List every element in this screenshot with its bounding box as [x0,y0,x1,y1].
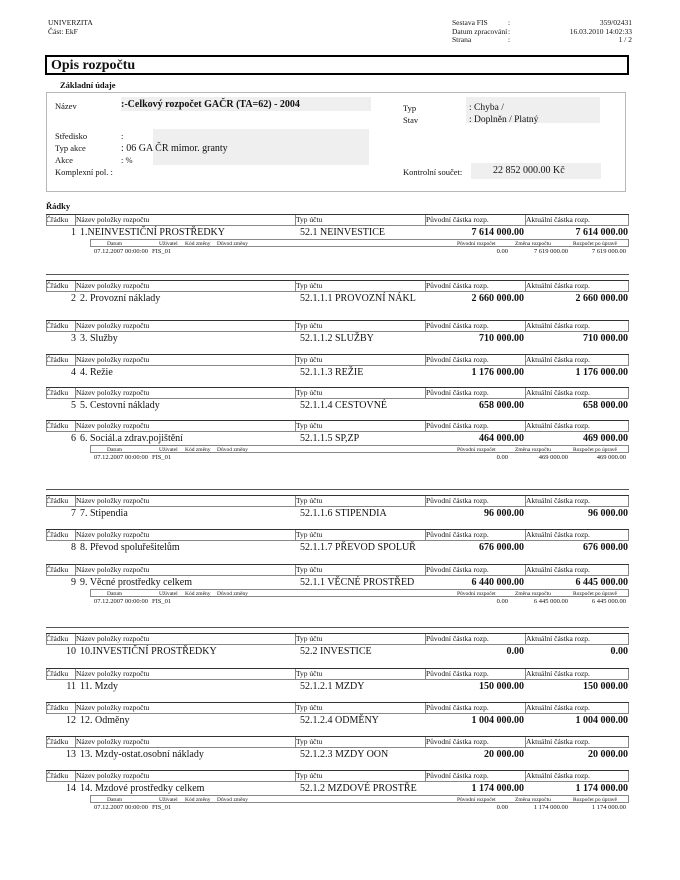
row-values [46,714,629,727]
row-column-header [46,387,629,399]
state-value: : Doplněn / Platný [469,115,539,125]
change-date: 07.12.2007 00:00:00 [94,248,148,255]
original-amount: 2 660 000.00 [471,293,524,304]
account-type: 52.1.1.3 REŽIE [300,367,364,378]
budget-row [46,354,629,379]
original-amount: 464 000.00 [479,433,524,444]
col-header-current-amount: Aktuální částka rozp. [526,530,590,539]
sub-header-budget-after: Rozpočet po úpravě [573,591,617,597]
row-column-header [46,770,629,782]
col-header-account-type: Typ účtu [296,669,323,678]
sub-header-date: Datum [107,447,122,453]
change-budget-after: 1 174 000.00 [591,804,626,811]
current-amount: 7 614 000.00 [575,227,628,238]
current-amount: 96 000.00 [588,508,628,519]
change-history [90,589,629,607]
col-header-original-amount: Původní částka rozp. [426,530,489,539]
change-history [90,795,629,813]
meta-key: Strana [452,35,472,44]
row-column-header [46,320,629,332]
col-header-item-name: Název položky rozpočtu [76,388,150,397]
basic-info-panel [46,92,626,192]
col-header-row-no: Čřádku [46,281,69,290]
col-header-item-name: Název položky rozpočtu [76,421,150,430]
row-values [46,432,629,445]
col-header-row-no: Čřádku [46,530,69,539]
col-header-current-amount: Aktuální částka rozp. [526,321,590,330]
row-values [46,366,629,379]
checksum-value: 22 852 000.00 Kč [493,165,565,176]
row-number: 2 [71,293,76,304]
col-header-original-amount: Původní částka rozp. [426,321,489,330]
current-amount: 676 000.00 [583,542,628,553]
budget-row [46,387,629,412]
item-name: 13. Mzdy-ostat.osobní náklady [80,749,204,760]
sub-header-budget-change: Změna rozpočtu [515,591,551,597]
org-part: Část: EkF [48,26,78,36]
item-name: 14. Mzdové prostředky celkem [80,783,205,794]
change-history-header [90,445,629,453]
budget-row [46,529,629,554]
col-header-current-amount: Aktuální částka rozp. [526,771,590,780]
change-history-header [90,239,629,247]
sub-header-change-code: Kód změny [185,241,211,247]
sub-header-date: Datum [107,591,122,597]
account-type: 52.1.1.7 PŘEVOD SPOLUŘ [300,542,416,553]
col-header-item-name: Název položky rozpočtu [76,281,150,290]
row-column-header [46,736,629,748]
sub-header-budget-after: Rozpočet po úpravě [573,447,617,453]
col-header-item-name: Název položky rozpočtu [76,321,150,330]
change-history-row [90,453,629,463]
original-amount: 676 000.00 [479,542,524,553]
col-header-account-type: Typ účtu [296,281,323,290]
change-date: 07.12.2007 00:00:00 [94,454,148,461]
original-amount: 0.00 [506,646,524,657]
row-values [46,292,629,305]
row-number: 7 [71,508,76,519]
row-column-header [46,702,629,714]
col-header-account-type: Typ účtu [296,634,323,643]
budget-row [46,770,629,813]
row-number: 3 [71,333,76,344]
col-header-current-amount: Aktuální částka rozp. [526,669,590,678]
col-header-item-name: Název položky rozpočtu [76,703,150,712]
row-values [46,399,629,412]
col-header-original-amount: Původní částka rozp. [426,388,489,397]
row-values [46,576,629,589]
report-title: Opis rozpočtu [51,58,136,73]
meta-key: Sestava FIS [452,18,488,27]
budget-name: :-Celkový rozpočet GAČR (TA=62) - 2004 [121,99,300,110]
col-header-original-amount: Původní částka rozp. [426,496,489,505]
change-date: 07.12.2007 00:00:00 [94,804,148,811]
original-amount: 1 004 000.00 [471,715,524,726]
col-header-current-amount: Aktuální částka rozp. [526,388,590,397]
change-history-row [90,247,629,257]
sub-header-original-budget: Původní rozpočet [457,797,496,803]
current-amount: 1 004 000.00 [575,715,628,726]
budget-row [46,564,629,607]
meta-value: 359/02431 [599,18,632,27]
change-date: 07.12.2007 00:00:00 [94,598,148,605]
col-header-account-type: Typ účtu [296,496,323,505]
current-amount: 2 660 000.00 [575,293,628,304]
budget-row [46,668,629,693]
change-budget-after: 7 619 000.00 [591,248,626,255]
current-amount: 710 000.00 [583,333,628,344]
account-type: 52.1.1.6 STIPENDIA [300,508,387,519]
sub-header-reason: Důvod změny [217,591,249,597]
change-history [90,239,629,257]
col-header-row-no: Čřádku [46,634,69,643]
row-values [46,541,629,554]
row-values [46,782,629,795]
change-amount: 469 000.00 [538,454,568,461]
col-header-account-type: Typ účtu [296,771,323,780]
sub-header-original-budget: Původní rozpočet [457,447,496,453]
col-header-row-no: Čřádku [46,565,69,574]
col-header-account-type: Typ účtu [296,355,323,364]
row-values [46,507,629,520]
meta-report-id: Sestava FIS : 359/02431 [452,18,632,27]
col-header-original-amount: Původní částka rozp. [426,634,489,643]
col-header-item-name: Název položky rozpočtu [76,771,150,780]
sub-header-budget-change: Změna rozpočtu [515,797,551,803]
current-amount: 469 000.00 [583,433,628,444]
change-user: FIS_01 [152,248,172,255]
sub-header-reason: Důvod změny [217,241,249,247]
col-header-item-name: Název položky rozpočtu [76,355,150,364]
col-header-current-amount: Aktuální částka rozp. [526,634,590,643]
center-value: : [121,131,124,141]
account-type: 52.2 INVESTICE [300,646,372,657]
col-header-row-no: Čřádku [46,388,69,397]
row-column-header [46,354,629,366]
change-original-budget: 0.00 [496,598,508,605]
col-header-account-type: Typ účtu [296,215,323,224]
row-number: 6 [71,433,76,444]
col-header-row-no: Čřádku [46,496,69,505]
row-number: 11 [66,681,76,692]
meta-value: 1 / 2 [618,35,632,44]
item-name: 8. Převod spoluřešitelům [80,542,180,553]
row-values [46,748,629,761]
item-name: 11. Mzdy [80,681,118,692]
item-name: 10.INVESTIČNÍ PROSTŘEDKY [80,646,217,657]
report-title-box [45,55,629,75]
current-amount: 150 000.00 [583,681,628,692]
checksum-label: Kontrolní součet: [403,167,463,177]
budget-row [46,420,629,463]
col-header-row-no: Čřádku [46,355,69,364]
col-header-item-name: Název položky rozpočtu [76,565,150,574]
col-header-row-no: Čřádku [46,215,69,224]
action-label: Akce [55,155,73,165]
change-user: FIS_01 [152,454,172,461]
account-type: 52.1.1.5 SP,ZP [300,433,360,444]
sub-header-budget-after: Rozpočet po úpravě [573,797,617,803]
action-value: : % [121,155,133,165]
item-name: 9. Věcné prostředky celkem [80,577,192,588]
current-amount: 1 174 000.00 [575,783,628,794]
current-amount: 6 445 000.00 [575,577,628,588]
col-header-row-no: Čřádku [46,737,69,746]
item-name: 3. Služby [80,333,118,344]
current-amount: 0.00 [610,646,628,657]
change-amount: 1 174 000.00 [533,804,568,811]
sub-header-original-budget: Původní rozpočet [457,241,496,247]
row-divider [46,274,629,275]
row-column-header [46,280,629,292]
row-column-header [46,420,629,432]
account-type: 52.1.1.4 CESTOVNÉ [300,400,388,411]
col-header-account-type: Typ účtu [296,321,323,330]
col-header-original-amount: Původní částka rozp. [426,737,489,746]
budget-row [46,495,629,520]
col-header-original-amount: Původní částka rozp. [426,669,489,678]
original-amount: 150 000.00 [479,681,524,692]
change-user: FIS_01 [152,804,172,811]
budget-row [46,702,629,727]
change-budget-after: 469 000.00 [596,454,626,461]
row-number: 14 [66,783,76,794]
col-header-current-amount: Aktuální částka rozp. [526,496,590,505]
type-label: Typ [403,103,417,113]
col-header-account-type: Typ účtu [296,530,323,539]
col-header-row-no: Čřádku [46,321,69,330]
row-values [46,332,629,345]
row-values [46,680,629,693]
sub-header-date: Datum [107,797,122,803]
original-amount: 1 176 000.00 [471,367,524,378]
col-header-original-amount: Původní částka rozp. [426,355,489,364]
col-header-item-name: Název položky rozpočtu [76,737,150,746]
change-amount: 6 445 000.00 [533,598,568,605]
item-name: 12. Odměny [80,715,130,726]
budget-row [46,633,629,658]
change-history-row [90,803,629,813]
account-type: 52.1.2.3 MZDY OON [300,749,389,760]
original-amount: 7 614 000.00 [471,227,524,238]
sub-header-date: Datum [107,241,122,247]
col-header-item-name: Název položky rozpočtu [76,634,150,643]
change-amount: 7 619 000.00 [533,248,568,255]
account-type: 52.1 NEINVESTICE [300,227,385,238]
col-header-current-amount: Aktuální částka rozp. [526,565,590,574]
change-original-budget: 0.00 [496,454,508,461]
change-history [90,445,629,463]
account-type: 52.1.1 VĚCNÉ PROSTŘED [300,577,415,588]
original-amount: 6 440 000.00 [471,577,524,588]
sub-header-user: Uživatel [159,591,178,597]
item-name: 5. Cestovní náklady [80,400,160,411]
row-number: 5 [71,400,76,411]
sub-header-change-code: Kód změny [185,447,211,453]
center-label: Středisko [55,131,88,141]
row-column-header [46,214,629,226]
row-values [46,645,629,658]
col-header-original-amount: Původní částka rozp. [426,565,489,574]
col-header-current-amount: Aktuální částka rozp. [526,281,590,290]
col-header-row-no: Čřádku [46,703,69,712]
account-type: 52.1.2 MZDOVÉ PROSTŘE [300,783,417,794]
row-number: 4 [71,367,76,378]
col-header-original-amount: Původní částka rozp. [426,703,489,712]
row-values [46,226,629,239]
row-number: 8 [71,542,76,553]
name-label: Název [55,101,77,111]
change-original-budget: 0.00 [496,804,508,811]
sub-header-change-code: Kód změny [185,591,211,597]
col-header-current-amount: Aktuální částka rozp. [526,737,590,746]
sub-header-budget-change: Změna rozpočtu [515,447,551,453]
meta-key: Datum zpracování [452,26,508,36]
change-history-header [90,589,629,597]
row-number: 9 [71,577,76,588]
row-number: 12 [66,715,76,726]
state-label: Stav [403,115,419,125]
sub-header-original-budget: Původní rozpočet [457,591,496,597]
item-name: 1.NEINVESTIČNÍ PROSTŘEDKY [80,227,225,238]
account-type: 52.1.1.2 SLUŽBY [300,333,374,344]
budget-row [46,214,629,257]
sub-header-user: Uživatel [159,241,178,247]
current-amount: 20 000.00 [588,749,628,760]
col-header-row-no: Čřádku [46,669,69,678]
sub-header-change-code: Kód změny [185,797,211,803]
row-number: 1 [71,227,76,238]
meta-page: Strana : 1 / 2 [452,35,632,44]
col-header-item-name: Název položky rozpočtu [76,669,150,678]
col-header-original-amount: Původní částka rozp. [426,215,489,224]
row-column-header [46,633,629,645]
basic-section-label: Základní údaje [60,80,116,90]
col-header-original-amount: Původní částka rozp. [426,771,489,780]
row-divider [46,489,629,490]
col-header-row-no: Čřádku [46,771,69,780]
org-name: UNIVERZITA [48,18,93,27]
account-type: 52.1.1.1 PROVOZNÍ NÁKL [300,293,416,304]
original-amount: 20 000.00 [484,749,524,760]
budget-row [46,320,629,345]
row-divider [46,627,629,628]
budget-row [46,280,629,305]
change-history-header [90,795,629,803]
original-amount: 710 000.00 [479,333,524,344]
change-original-budget: 0.00 [496,248,508,255]
type-value: : Chyba / [469,103,504,113]
budget-row [46,736,629,761]
col-header-current-amount: Aktuální částka rozp. [526,355,590,364]
account-type: 52.1.2.4 ODMĚNY [300,715,379,726]
current-amount: 1 176 000.00 [575,367,628,378]
change-history-row [90,597,629,607]
current-amount: 658 000.00 [583,400,628,411]
row-column-header [46,529,629,541]
col-header-account-type: Typ účtu [296,703,323,712]
sub-header-reason: Důvod změny [217,447,249,453]
col-header-account-type: Typ účtu [296,388,323,397]
sub-header-user: Uživatel [159,447,178,453]
col-header-account-type: Typ účtu [296,565,323,574]
report-header-meta [452,19,632,45]
change-user: FIS_01 [152,598,172,605]
original-amount: 658 000.00 [479,400,524,411]
report-header-left [48,19,93,36]
item-name: 2. Provozní náklady [80,293,161,304]
row-number: 13 [66,749,76,760]
sub-header-budget-change: Změna rozpočtu [515,241,551,247]
row-number: 10 [66,646,76,657]
row-column-header [46,495,629,507]
rows-section-label: Řádky [46,201,71,211]
col-header-current-amount: Aktuální částka rozp. [526,703,590,712]
action-type-value: : 06 GA ČR mimor. granty [121,143,228,154]
col-header-original-amount: Původní částka rozp. [426,281,489,290]
sub-header-user: Uživatel [159,797,178,803]
col-header-current-amount: Aktuální částka rozp. [526,421,590,430]
action-type-label: Typ akce [55,143,86,153]
sub-header-reason: Důvod změny [217,797,249,803]
sub-header-budget-after: Rozpočet po úpravě [573,241,617,247]
col-header-account-type: Typ účtu [296,737,323,746]
meta-processed-date: Datum zpracování : 16.03.2010 14:02:33 [452,26,632,36]
col-header-item-name: Název položky rozpočtu [76,215,150,224]
account-type: 52.1.2.1 MZDY [300,681,365,692]
row-column-header [46,564,629,576]
meta-value: 16.03.2010 14:02:33 [569,26,632,36]
item-name: 4. Režie [80,367,113,378]
col-header-item-name: Název položky rozpočtu [76,496,150,505]
original-amount: 1 174 000.00 [471,783,524,794]
col-header-original-amount: Původní částka rozp. [426,421,489,430]
col-header-current-amount: Aktuální částka rozp. [526,215,590,224]
item-name: 7. Stipendia [80,508,128,519]
original-amount: 96 000.00 [484,508,524,519]
complex-item-label: Komplexní pol. : [55,167,113,177]
col-header-row-no: Čřádku [46,421,69,430]
change-budget-after: 6 445 000.00 [591,598,626,605]
item-name: 6. Sociál.a zdrav.pojištění [80,433,183,444]
col-header-account-type: Typ účtu [296,421,323,430]
row-column-header [46,668,629,680]
col-header-item-name: Název položky rozpočtu [76,530,150,539]
